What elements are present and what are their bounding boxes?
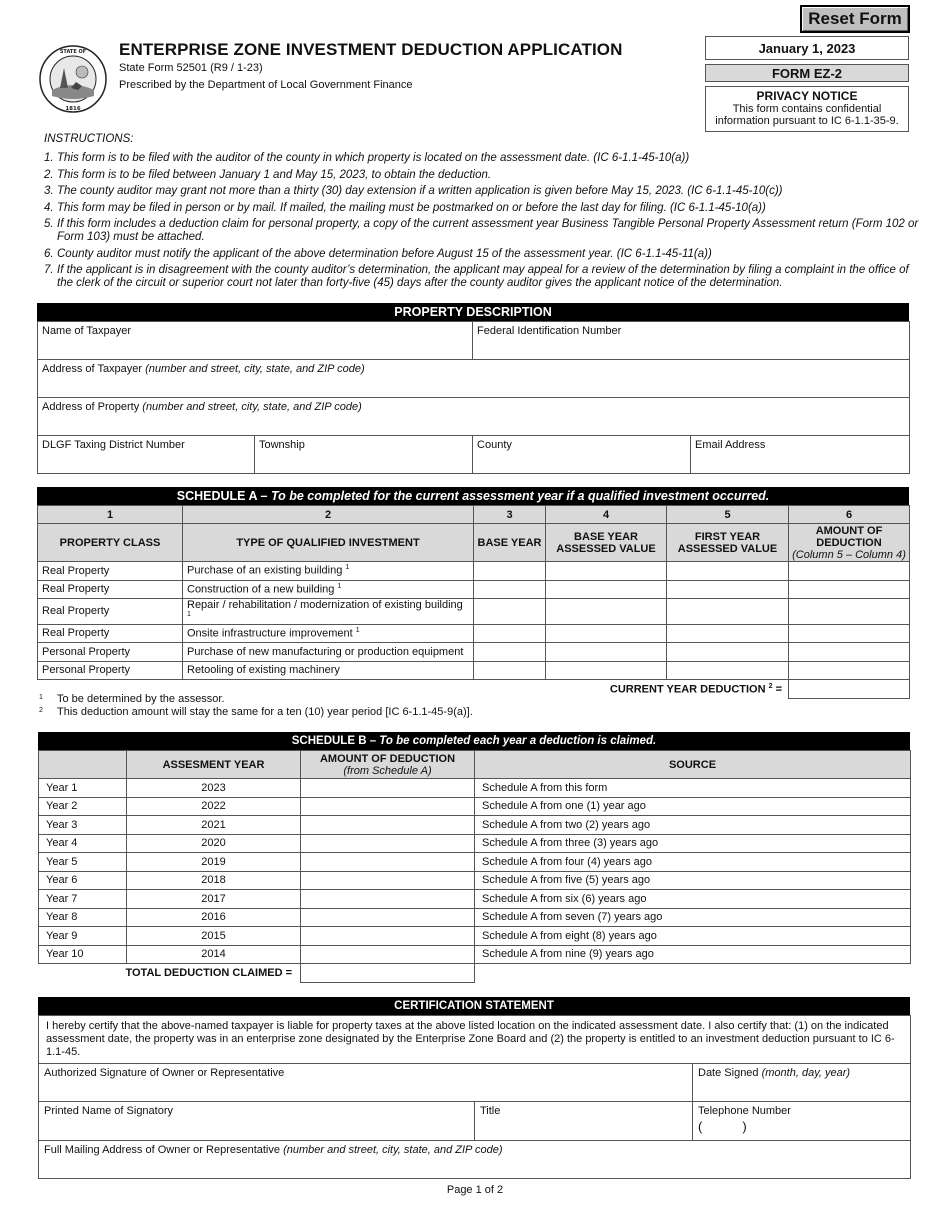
col-deduction-amount (789, 524, 910, 562)
instruction-text: County auditor must notify the applicant of the above determination before August 15 of the assessment year. (IC 6-1.1-45-11(a)) (57, 247, 712, 260)
investment-type-text: Construction of a new building (187, 583, 335, 596)
fein-field[interactable] (473, 322, 910, 360)
property-class-cell: Real Property (38, 580, 183, 599)
investment-type-cell (183, 562, 474, 581)
base-assessed-input[interactable] (546, 599, 667, 625)
privacy-title: PRIVACY NOTICE (756, 89, 858, 103)
schedule-a-section (37, 487, 909, 699)
footnote-marker: 2 (39, 707, 43, 714)
col-base-assessed: BASE YEAR ASSESSED VALUE (546, 524, 667, 562)
taxpayer-address-label: Address of Taxpayer (42, 363, 146, 375)
certification-table (38, 1015, 911, 1179)
current-year-deduction-text: CURRENT YEAR DEDUCTION (609, 683, 766, 696)
col-amount (301, 751, 475, 779)
year-cell: Year 3 (39, 816, 127, 835)
taxing-district-label: DLGF Taxing District Number (42, 439, 185, 451)
deduction-amount-input[interactable] (301, 945, 475, 964)
assessment-year-cell: 2020 (127, 834, 301, 853)
deduction-amount-input[interactable] (789, 580, 910, 599)
assessment-year-cell: 2017 (127, 890, 301, 909)
telephone-area-close: ) (742, 1119, 747, 1134)
assessment-year-cell: 2019 (127, 853, 301, 872)
deduction-amount-input[interactable] (301, 853, 475, 872)
instruction-item (44, 248, 924, 261)
schedule-b-row (39, 853, 911, 872)
source-cell: Schedule A from eight (8) years ago (475, 927, 911, 946)
year-cell: Year 10 (39, 945, 127, 964)
instructions-heading: INSTRUCTIONS: (44, 133, 134, 145)
schedule-b-row (39, 927, 911, 946)
total-deduction-field[interactable] (301, 964, 475, 983)
state-form-number: State Form 52501 (R9 / 1-23) (119, 62, 263, 74)
privacy-notice (705, 86, 909, 132)
schedule-a-row (38, 599, 910, 625)
schedule-b-row (39, 797, 911, 816)
base-year-input[interactable] (474, 562, 546, 581)
email-field[interactable] (691, 436, 910, 474)
col-source: SOURCE (475, 751, 911, 779)
col-year (39, 751, 127, 779)
base-year-input[interactable] (474, 599, 546, 625)
base-year-input[interactable] (474, 661, 546, 680)
base-assessed-input[interactable] (546, 643, 667, 662)
schedule-b-row (39, 834, 911, 853)
deduction-amount-input[interactable] (789, 643, 910, 662)
year-cell: Year 8 (39, 908, 127, 927)
investment-type-cell (183, 661, 474, 680)
total-deduction-label: TOTAL DEDUCTION CLAIMED = (39, 964, 301, 983)
instruction-number: 6. (44, 247, 54, 260)
instruction-number: 3. (44, 185, 54, 197)
col-investment-type: TYPE OF QUALIFIED INVESTMENT (183, 524, 474, 562)
deduction-amount-input[interactable] (789, 661, 910, 680)
schedule-b-row (39, 945, 911, 964)
schedule-a-row (38, 624, 910, 643)
deduction-amount-input[interactable] (301, 908, 475, 927)
prescribed-by: Prescribed by the Department of Local Government Finance (119, 79, 413, 91)
form-title: ENTERPRISE ZONE INVESTMENT DEDUCTION APPLICATION (119, 40, 623, 59)
base-assessed-input[interactable] (546, 562, 667, 581)
telephone-area-open: ( (698, 1119, 703, 1134)
col-base-year: BASE YEAR (474, 524, 546, 562)
property-address-field[interactable] (38, 398, 910, 436)
date-signed-label: Date Signed (698, 1067, 762, 1079)
year-cell: Year 7 (39, 890, 127, 909)
footnote-ref: 1 (187, 611, 191, 618)
signature-label: Authorized Signature of Owner or Representative (44, 1067, 285, 1079)
column-number: 3 (474, 506, 546, 524)
svg-text:STATE OF: STATE OF (59, 49, 87, 55)
county-label: County (477, 439, 512, 451)
investment-type-cell (183, 643, 474, 662)
schedule-b-heading-bold: SCHEDULE B – (291, 735, 380, 747)
column-number: 5 (667, 506, 789, 524)
page-number: Page 1 of 2 (446, 1184, 504, 1196)
property-class-cell: Real Property (38, 562, 183, 581)
schedule-b-table (38, 750, 911, 983)
schedule-a-row (38, 661, 910, 680)
investment-type-cell (183, 580, 474, 599)
certification-heading: CERTIFICATION STATEMENT (38, 997, 910, 1015)
assessment-year-cell: 2015 (127, 927, 301, 946)
instruction-text: If this form includes a deduction claim for personal property, a copy of the current assessment year Business Tangible Personal Property Assessment return (Form 102 or Form 103) must be attached. (57, 218, 919, 243)
instruction-item (44, 152, 924, 165)
column-number: 6 (789, 506, 910, 524)
taxpayer-name-field[interactable] (38, 322, 473, 360)
instruction-number: 4. (44, 201, 54, 214)
source-cell: Schedule A from five (5) years ago (475, 871, 911, 890)
taxpayer-address-hint: (number and street, city, state, and ZIP code) (145, 363, 365, 375)
first-assessed-input[interactable] (667, 599, 789, 625)
investment-type-text: Onsite infrastructure improvement (187, 627, 353, 640)
instruction-number: 5. (44, 218, 54, 230)
investment-type-text: Purchase of new manufacturing or production equipment (187, 645, 464, 658)
deduction-amount-input[interactable] (301, 890, 475, 909)
schedule-b-row (39, 779, 911, 798)
first-assessed-input[interactable] (667, 562, 789, 581)
property-class-cell: Personal Property (38, 643, 183, 662)
col-property-class: PROPERTY CLASS (38, 524, 183, 562)
instructions-list (44, 152, 924, 294)
schedule-b-heading-italic: To be completed each year a deduction is claimed. (379, 735, 657, 747)
col-first-assessed: FIRST YEAR ASSESSED VALUE (667, 524, 789, 562)
year-cell: Year 4 (39, 834, 127, 853)
title-field[interactable] (475, 1102, 693, 1141)
source-cell: Schedule A from four (4) years ago (475, 853, 911, 872)
property-class-cell: Personal Property (38, 661, 183, 680)
total-spacer (475, 964, 911, 983)
instruction-number: 1. (44, 152, 54, 164)
svg-text:1816: 1816 (65, 106, 81, 112)
year-cell: Year 2 (39, 797, 127, 816)
schedule-a-heading (37, 487, 909, 505)
schedule-b-row (39, 908, 911, 927)
col-assessment-year: ASSESMENT YEAR (127, 751, 301, 779)
instruction-item (44, 264, 924, 290)
source-cell: Schedule A from seven (7) years ago (475, 908, 911, 927)
footnote-ref: 1 (355, 627, 360, 635)
col-deduction-amount-label: AMOUNT OF DEDUCTION (815, 524, 883, 549)
assessment-year-cell: 2016 (127, 908, 301, 927)
column-number: 1 (38, 506, 183, 524)
instruction-text: If the applicant is in disagreement with the county auditor’s determination, the applicant may appeal for a review of the determination by filing a complaint in the office of the clerk of the circuit or superior court not later than forty-five (45) days after the county auditor gives the applicant notice of the determination. (57, 264, 909, 289)
footnotes (37, 693, 473, 719)
base-year-input[interactable] (474, 580, 546, 599)
certification-statement: I hereby certify that the above-named taxpayer is liable for property taxes at the above listed location on the indicated assessment date. I also certify that: (1) on the indicated assessment date, the property was in an enterprise zone designated by the Enterprise Zone Board and (2) the property is entitled to an investment deduction pursuant to IC 6-1.1-45. (39, 1016, 911, 1064)
form-code: FORM EZ-2 (705, 64, 909, 82)
investment-type-text: Retooling of existing machinery (187, 664, 340, 677)
township-label: Township (259, 439, 305, 451)
instruction-text: This form may be filed in person or by mail. If mailed, the mailing must be postmarked on or before the last day for filing. (IC 6-1.1-45-10(a)) (57, 201, 766, 214)
deduction-amount-input[interactable] (301, 816, 475, 835)
instruction-item (44, 218, 924, 244)
investment-type-text: Repair / rehabilitation / modernization of existing building (187, 599, 463, 611)
assessment-year-cell: 2021 (127, 816, 301, 835)
col-amount-label: AMOUNT OF DEDUCTION (319, 752, 456, 765)
instruction-text: This form is to be filed with the auditor of the county in which property is located on the assessment date. (IC 6-1.1-45-10(a)) (57, 152, 690, 164)
schedule-a-heading-italic: To be completed for the current assessment year if a qualified investment occurred. (270, 489, 770, 503)
first-assessed-input[interactable] (667, 661, 789, 680)
county-field[interactable] (473, 436, 691, 474)
instruction-item (44, 169, 924, 182)
taxing-district-field[interactable] (38, 436, 255, 474)
property-address-label: Address of Property (42, 401, 143, 413)
current-year-deduction-field[interactable] (789, 680, 910, 699)
telephone-label: Telephone Number (698, 1105, 791, 1117)
date-signed-field[interactable] (693, 1064, 911, 1102)
property-description-section (37, 303, 909, 474)
email-label: Email Address (695, 439, 766, 451)
base-year-input[interactable] (474, 643, 546, 662)
year-cell: Year 6 (39, 871, 127, 890)
col-deduction-formula: (Column 5 – Column 4) (792, 548, 906, 561)
column-number: 4 (546, 506, 667, 524)
instruction-number: 7. (44, 264, 54, 276)
taxpayer-address-field[interactable] (38, 360, 910, 398)
base-assessed-input[interactable] (546, 580, 667, 599)
schedule-b-section (38, 732, 910, 983)
instruction-text: This form is to be filed between January 1 and May 15, 2023, to obtain the deduction. (57, 168, 492, 181)
base-year-input[interactable] (474, 624, 546, 643)
current-year-deduction-sup: 2 (768, 682, 773, 690)
first-assessed-input[interactable] (667, 580, 789, 599)
signature-field[interactable] (39, 1064, 693, 1102)
assessment-year-cell: 2023 (127, 779, 301, 798)
deduction-amount-input[interactable] (301, 797, 475, 816)
schedule-a-row (38, 580, 910, 599)
footnote-text: This deduction amount will stay the same for a ten (10) year period [IC 6-1.1-45-9(a)]. (57, 706, 473, 718)
property-class-cell: Real Property (38, 599, 183, 625)
deduction-amount-input[interactable] (301, 834, 475, 853)
footnote-text: To be determined by the assessor. (57, 693, 225, 705)
schedule-b-row (39, 871, 911, 890)
deduction-amount-input[interactable] (301, 871, 475, 890)
schedule-a-row (38, 562, 910, 581)
instruction-text: The county auditor may grant not more than a thirty (30) day extension if a written application is given before May 15, 2023. (IC 6-1.1-45-10(c)) (57, 185, 783, 197)
col-amount-sub: (from Schedule A) (343, 764, 432, 777)
property-description-heading: PROPERTY DESCRIPTION (37, 303, 909, 321)
mailing-address-label: Full Mailing Address of Owner or Representative (44, 1144, 284, 1156)
assessment-year-cell: 2014 (127, 945, 301, 964)
certification-section (38, 997, 910, 1179)
printed-name-field[interactable] (39, 1102, 475, 1141)
column-number: 2 (183, 506, 474, 524)
date-signed-hint: (month, day, year) (761, 1067, 851, 1079)
property-address-hint: (number and street, city, state, and ZIP code) (142, 401, 362, 413)
taxpayer-name-label: Name of Taxpayer (42, 325, 132, 337)
printed-name-label: Printed Name of Signatory (44, 1105, 174, 1117)
footnote (37, 706, 473, 719)
footnote-ref: 1 (345, 564, 350, 572)
source-cell: Schedule A from six (6) years ago (475, 890, 911, 909)
deduction-amount-input[interactable] (301, 779, 475, 798)
mailing-address-hint: (number and street, city, state, and ZIP code) (283, 1144, 503, 1156)
instruction-item (44, 202, 924, 215)
schedule-b-row (39, 816, 911, 835)
deduction-amount-input[interactable] (301, 927, 475, 946)
title-label: Title (480, 1105, 501, 1117)
assessment-year-cell: 2022 (127, 797, 301, 816)
year-cell: Year 5 (39, 853, 127, 872)
investment-type-text: Purchase of an existing building (187, 565, 343, 578)
footnote (37, 693, 473, 706)
schedule-b-heading (38, 732, 910, 750)
fein-label: Federal Identification Number (477, 325, 622, 337)
reset-form-button[interactable]: Reset Form (800, 5, 910, 33)
form-date: January 1, 2023 (705, 36, 909, 60)
year-cell: Year 1 (39, 779, 127, 798)
township-field[interactable] (255, 436, 473, 474)
source-cell: Schedule A from nine (9) years ago (475, 945, 911, 964)
state-seal-image (38, 44, 108, 114)
property-description-table (37, 321, 910, 474)
base-assessed-input[interactable] (546, 624, 667, 643)
current-year-deduction-eq: = (772, 683, 782, 696)
base-assessed-input[interactable] (546, 661, 667, 680)
schedule-a-table (37, 505, 910, 699)
deduction-amount-input[interactable] (789, 624, 910, 643)
deduction-amount-input[interactable] (789, 599, 910, 625)
first-assessed-input[interactable] (667, 643, 789, 662)
year-cell: Year 9 (39, 927, 127, 946)
schedule-a-row (38, 643, 910, 662)
instruction-item (44, 185, 924, 198)
footnote-marker: 1 (39, 694, 43, 701)
assessment-year-cell: 2018 (127, 871, 301, 890)
first-assessed-input[interactable] (667, 624, 789, 643)
source-cell: Schedule A from this form (475, 779, 911, 798)
investment-type-cell (183, 624, 474, 643)
source-cell: Schedule A from one (1) year ago (475, 797, 911, 816)
instruction-number: 2. (44, 168, 54, 181)
footnote-ref: 1 (337, 582, 342, 590)
investment-type-cell (183, 599, 474, 625)
property-class-cell: Real Property (38, 624, 183, 643)
mailing-address-field[interactable] (39, 1141, 911, 1179)
deduction-amount-input[interactable] (789, 562, 910, 581)
privacy-text: This form contains confidential information pursuant to IC 6-1.1-35-9. (715, 103, 899, 127)
schedule-b-row (39, 890, 911, 909)
schedule-a-heading-bold: SCHEDULE A – (176, 489, 271, 503)
telephone-field[interactable] (693, 1102, 911, 1141)
source-cell: Schedule A from three (3) years ago (475, 834, 911, 853)
source-cell: Schedule A from two (2) years ago (475, 816, 911, 835)
